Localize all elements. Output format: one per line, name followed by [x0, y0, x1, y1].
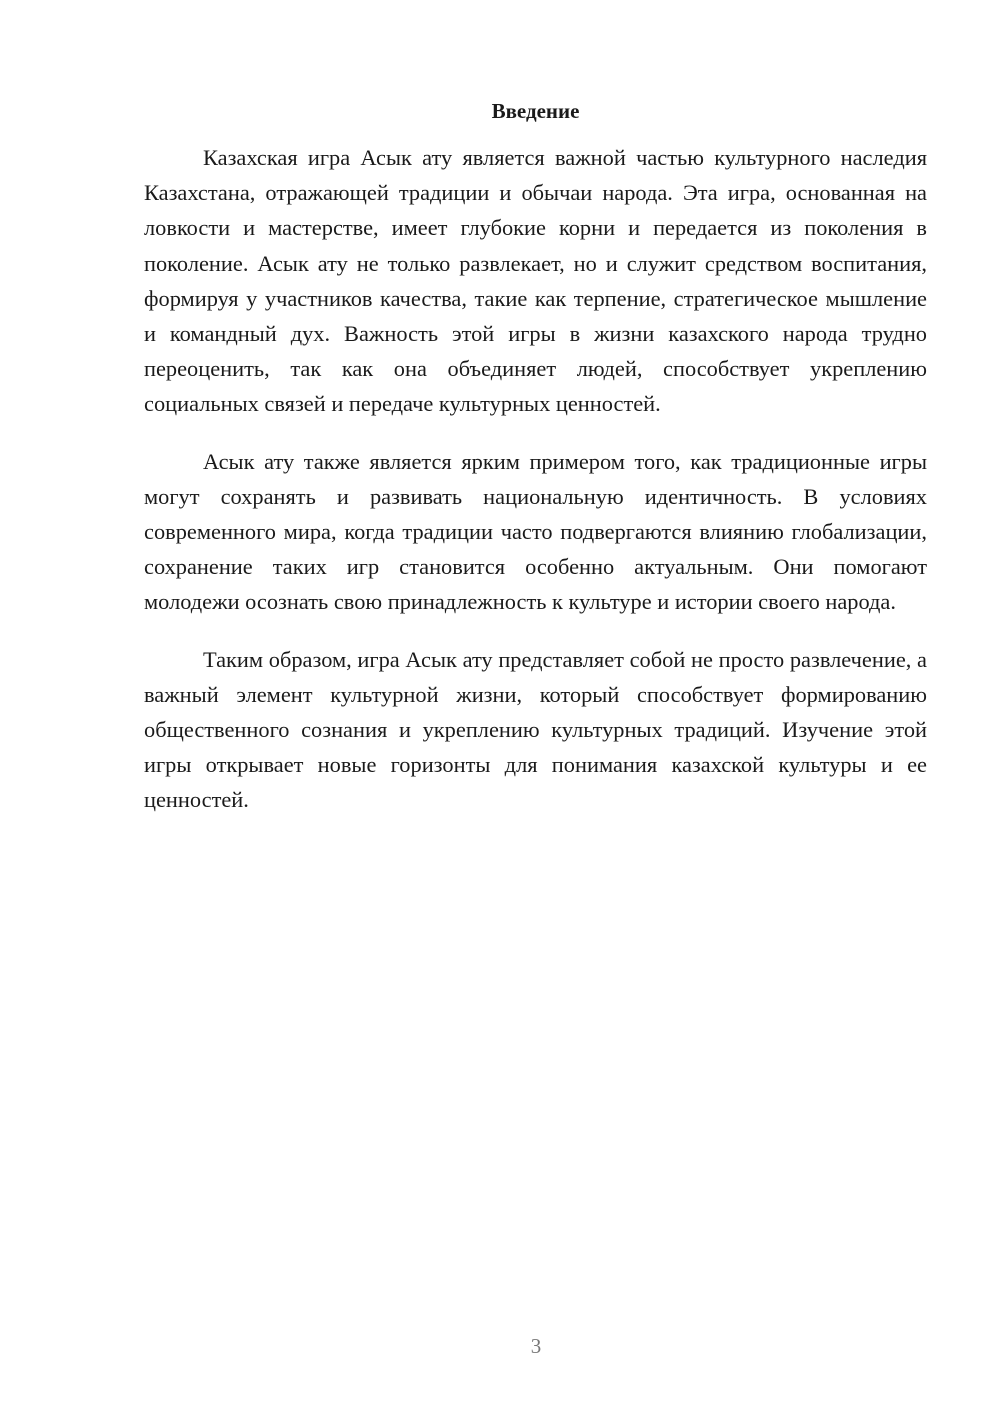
- paragraph-2: Асык ату также является ярким примером того, как традиционные игры могут сохранять и развивать национальную идентичность. В условиях современного мира, когда традиции часто подвергаются влиянию глобализации, сохранение таких игр становится особенно актуальным. Они помогают молодежи осознать свою принадлежность к культуре и истории своего народа.: [144, 448, 927, 615]
- section-title: Введение: [491, 99, 580, 123]
- paragraph-1: Казахская игра Асык ату является важной частью культурного наследия Казахстана, отражающей традиции и обычаи народа. Эта игра, основанная на ловкости и мастерстве, имеет глубокие корни и передается из поколения в поколение. Асык ату не только развлекает, но и служит средством воспитания, формируя у участников качества, такие как терпение, стратегическое мышление и командный дух. Важность этой игры в жизни казахского народа трудно переоценить, так как она объединяет людей, способствует укреплению социальных связей и передаче культурных ценностей.: [144, 145, 927, 417]
- page-number: 3: [530, 1334, 542, 1358]
- paragraph-3: Таким образом, игра Асык ату представляет собой не просто развлечение, а важный элемент культурной жизни, который способствует формированию общественного сознания и укреплению культурных традиций. Изучение этой игры открывает новые горизонты для понимания казахской культуры и ее ценностей.: [144, 646, 927, 813]
- page-content: [144, 96, 927, 840]
